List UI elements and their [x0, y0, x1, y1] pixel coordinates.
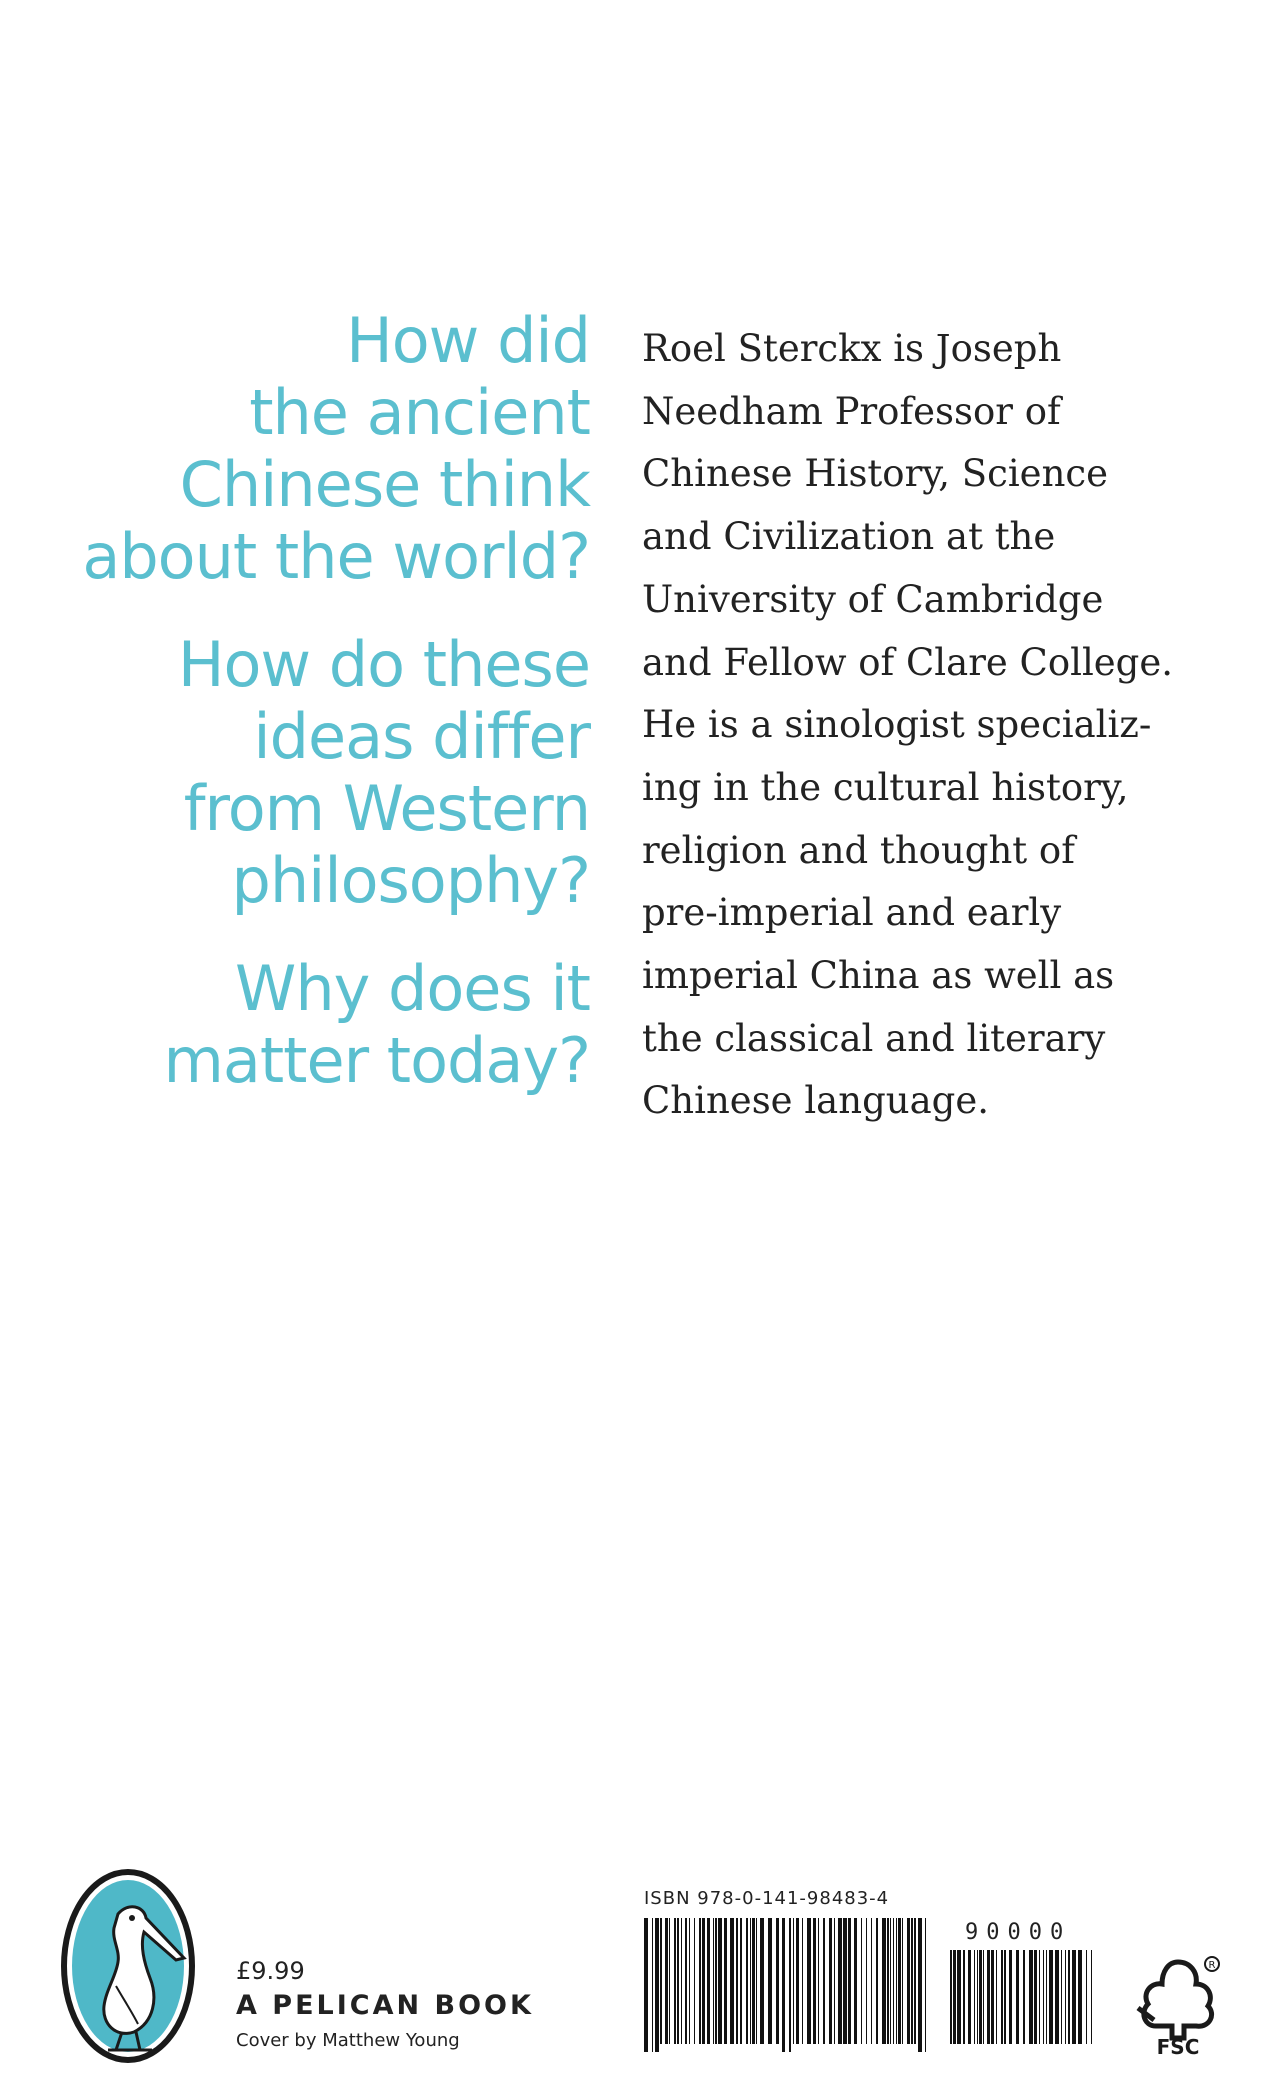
question-1: How did the ancient Chinese think about the world? — [82, 304, 590, 593]
fsc-tree-icon — [1132, 1954, 1222, 2056]
question-2: How do these ideas differ from Western philosophy? — [177, 628, 590, 917]
fsc-label: FSC — [1156, 2035, 1200, 2056]
cover-questions — [40, 305, 590, 1133]
cover-credit: Cover by Matthew Young — [236, 2030, 460, 2051]
imprint-label: A PELICAN BOOK — [236, 1990, 534, 2021]
pelican-logo-icon — [58, 1866, 198, 2066]
barcode-icon — [644, 1918, 926, 2052]
author-bio: Roel Sterckx is Joseph Needham Professor of Chinese History, Science and Civilization at the University of Cambridge and Fellow of Clare College. He is a sinologist specializ- ing in the cultural history, religion and thought of pre-imperial and early imperial China as well as the classical and literary Chinese language. — [642, 327, 1174, 1123]
barcode-addon-icon — [950, 1950, 1092, 2052]
price: £9.99 — [236, 1957, 305, 1985]
question-3: Why does it matter today? — [163, 952, 590, 1097]
isbn-label: ISBN 978-0-141-98483-4 — [644, 1888, 890, 1909]
svg-text:R: R — [1208, 1960, 1216, 1971]
barcode-addon-code: 90000 — [965, 1920, 1072, 1945]
